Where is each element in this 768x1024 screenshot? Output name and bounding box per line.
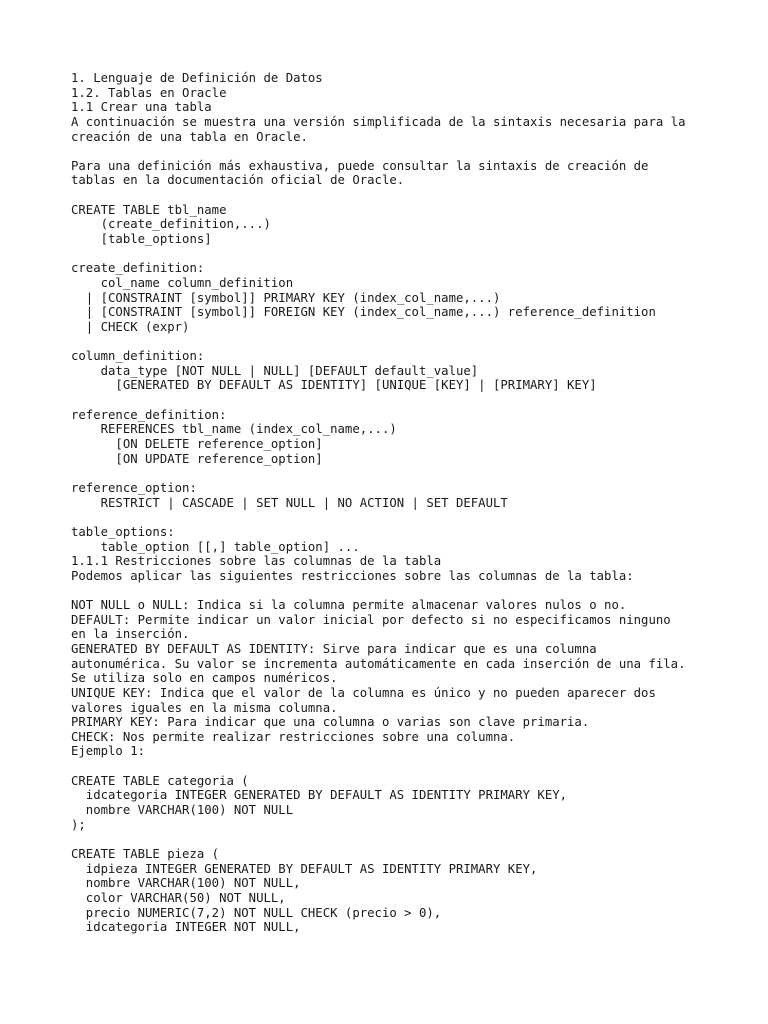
document-line: REFERENCES tbl_name (index_col_name,...) <box>71 422 397 437</box>
document-line: Para una definición más exhaustiva, puede consultar la sintaxis de creación de <box>71 158 649 173</box>
document-line: precio NUMERIC(7,2) NOT NULL CHECK (precio > 0), <box>71 905 442 920</box>
document-line: col_name column_definition <box>71 275 294 290</box>
document-line: ); <box>71 817 86 832</box>
document-line: GENERATED BY DEFAULT AS IDENTITY: Sirve para indicar que es una columna <box>71 641 597 656</box>
document-line: DEFAULT: Permite indicar un valor inicial por defecto si no especificamos ninguno <box>71 612 671 627</box>
document-line: 1.1.1 Restricciones sobre las columnas de la tabla <box>71 554 442 569</box>
document-page <box>71 71 731 935</box>
document-line <box>71 335 731 350</box>
document-line: en la inserción. <box>71 627 190 642</box>
document-line: idcategoria INTEGER GENERATED BY DEFAULT AS IDENTITY PRIMARY KEY, <box>71 788 568 803</box>
document-line: PRIMARY KEY: Para indicar que una columna o varias son clave primaria. <box>71 715 590 730</box>
document-line <box>71 759 731 774</box>
document-line: Se utiliza solo en campos numéricos. <box>71 671 338 686</box>
document-line <box>71 832 731 847</box>
document-line: CHECK: Nos permite realizar restricciones sobre una columna. <box>71 729 516 744</box>
document-line: 1.2. Tablas en Oracle <box>71 85 227 100</box>
document-line: reference_definition: <box>71 407 227 422</box>
document-line: nombre VARCHAR(100) NOT NULL, <box>71 876 301 891</box>
document-line: Ejemplo 1: <box>71 744 146 759</box>
document-line: CREATE TABLE categoria ( <box>71 773 249 788</box>
document-line: NOT NULL o NULL: Indica si la columna permite almacenar valores nulos o no. <box>71 598 627 613</box>
document-line: table_option [[,] table_option] ... <box>71 539 360 554</box>
document-line: RESTRICT | CASCADE | SET NULL | NO ACTION | SET DEFAULT <box>71 495 508 510</box>
document-line: reference_option: <box>71 480 197 495</box>
document-line: creación de una tabla en Oracle. <box>71 129 308 144</box>
document-line: nombre VARCHAR(100) NOT NULL <box>71 803 294 818</box>
document-line: [GENERATED BY DEFAULT AS IDENTITY] [UNIQUE [KEY] | [PRIMARY] KEY] <box>71 378 597 393</box>
document-line: create_definition: <box>71 261 205 276</box>
document-line: 1.1 Crear una tabla <box>71 100 212 115</box>
document-line: CREATE TABLE pieza ( <box>71 846 220 861</box>
document-line: tablas en la documentación oficial de Oracle. <box>71 173 405 188</box>
document-line: | [CONSTRAINT [symbol]] FOREIGN KEY (index_col_name,...) reference_definition <box>71 305 656 320</box>
document-line <box>71 247 731 262</box>
document-line: (create_definition,...) <box>71 217 271 232</box>
document-line: idpieza INTEGER GENERATED BY DEFAULT AS IDENTITY PRIMARY KEY, <box>71 861 538 876</box>
document-line: color VARCHAR(50) NOT NULL, <box>71 890 286 905</box>
document-line <box>71 144 731 159</box>
document-line: column_definition: <box>71 349 205 364</box>
document-line: | CHECK (expr) <box>71 319 190 334</box>
document-line <box>71 188 731 203</box>
document-line: [table_options] <box>71 232 212 247</box>
document-line: [ON UPDATE reference_option] <box>71 451 323 466</box>
document-line <box>71 466 731 481</box>
document-line: UNIQUE KEY: Indica que el valor de la columna es único y no pueden aparecer dos <box>71 685 656 700</box>
document-line: table_options: <box>71 524 175 539</box>
document-line: CREATE TABLE tbl_name <box>71 202 227 217</box>
document-line: A continuación se muestra una versión simplificada de la sintaxis necesaria para la <box>71 114 686 129</box>
document-line <box>71 583 731 598</box>
document-line: autonumérica. Su valor se incrementa automáticamente en cada inserción de una fila. <box>71 656 686 671</box>
document-line: | [CONSTRAINT [symbol]] PRIMARY KEY (index_col_name,...) <box>71 290 501 305</box>
document-line: Podemos aplicar las siguientes restricciones sobre las columnas de la tabla: <box>71 568 634 583</box>
document-line: [ON DELETE reference_option] <box>71 437 323 452</box>
document-line: 1. Lenguaje de Definición de Datos <box>71 71 323 85</box>
document-line: valores iguales en la misma columna. <box>71 700 338 715</box>
document-line: idcategoria INTEGER NOT NULL, <box>71 920 301 935</box>
document-line <box>71 510 731 525</box>
document-line <box>71 393 731 408</box>
document-line: data_type [NOT NULL | NULL] [DEFAULT default_value] <box>71 363 479 378</box>
